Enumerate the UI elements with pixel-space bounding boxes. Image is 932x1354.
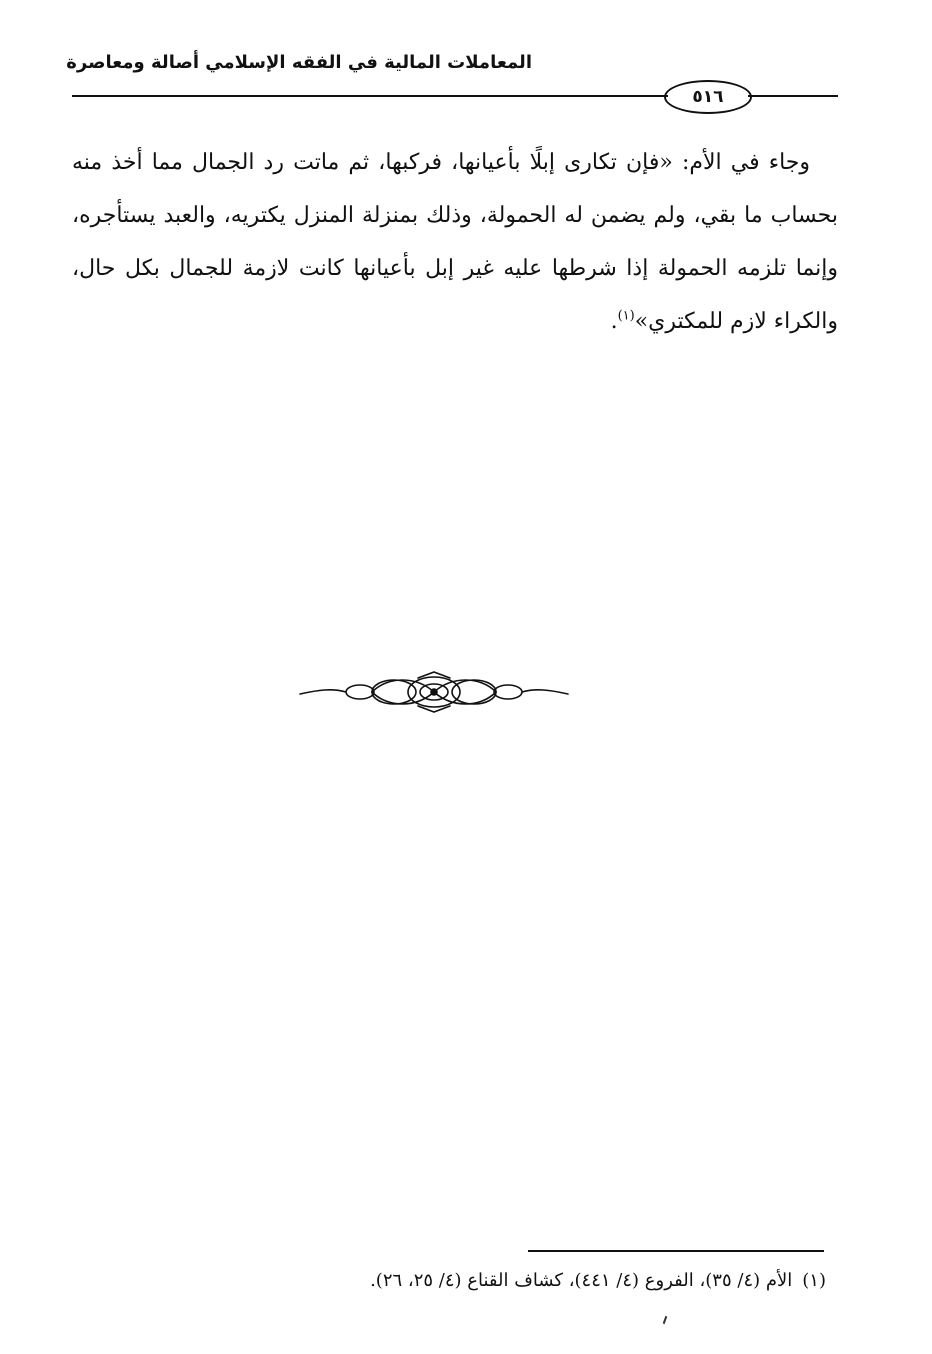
page-number: ٥١٦ [664, 80, 752, 114]
footnotes [72, 1266, 826, 1296]
scan-speck [663, 1316, 668, 1324]
decorative-flourish-icon [298, 670, 570, 714]
paragraph-end: . [610, 309, 618, 334]
paragraph-text: وجاء في الأم: «فإن تكارى إبلًا بأعيانها، فركبها، ثم ماتت رد الجمال مما أخذ منه بحساب ما بقي، ولم يضمن له الحمولة، وذلك بمنزلة المنزل يكتريه، والعبد يستأجره، وإنما تلزمه الحمولة إذا شرطها عليه غير إبل بأعيانها كانت لازمة للجمال بكل حال، والكراء لازم للمكتري» [72, 150, 838, 334]
footnote-mark: (١) [802, 1270, 826, 1291]
footnote-separator [528, 1250, 824, 1252]
footnote-reference: (١) [617, 308, 635, 324]
main-text [72, 136, 838, 348]
running-title: المعاملات المالية في الفقه الإسلامي أصالة ومعاصرة [66, 52, 532, 73]
paragraph [72, 136, 838, 348]
footnote-text: الأم (٤/ ٣٥)، الفروع (٤/ ٤٤١)، كشاف القناع (٤/ ٢٥، ٢٦). [370, 1270, 793, 1291]
footnote [72, 1266, 826, 1296]
